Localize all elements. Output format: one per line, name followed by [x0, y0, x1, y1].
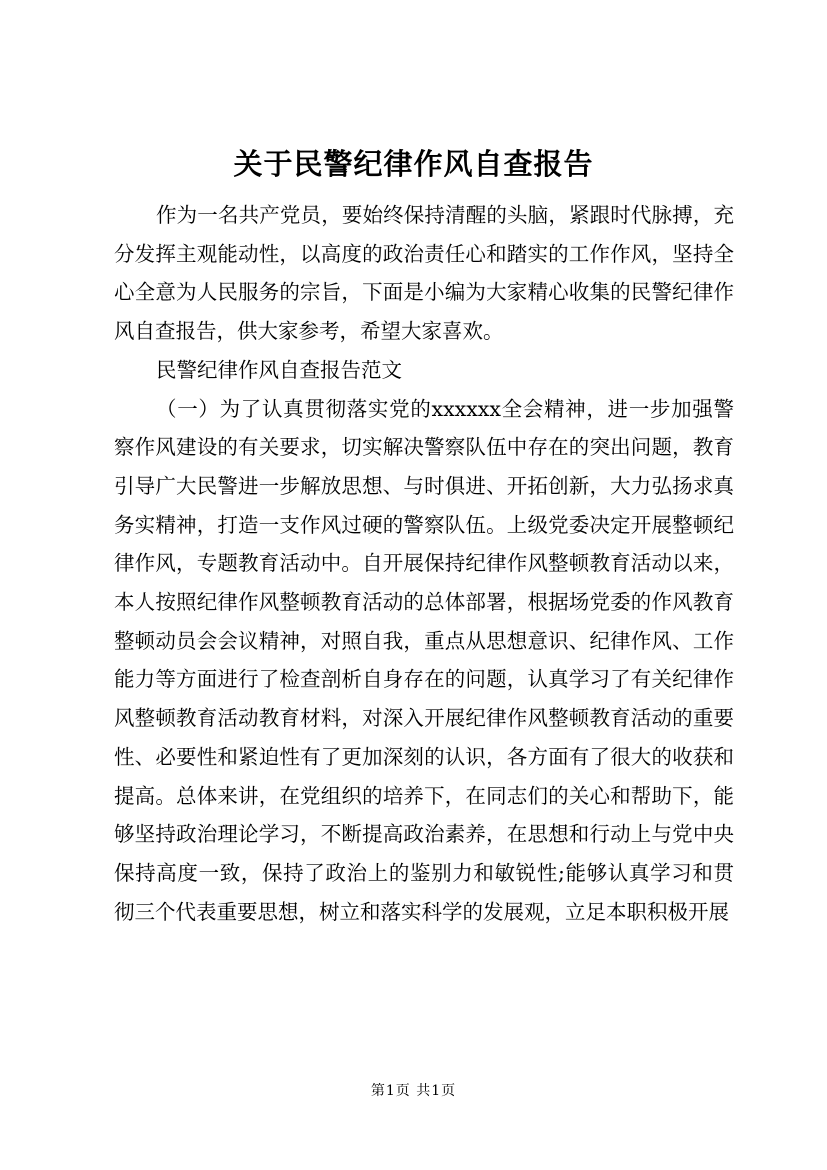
document-title: 关于民警纪律作风自查报告 — [233, 147, 594, 181]
section-paragraph: （一）为了认真贯彻落实党的xxxxxx全会精神，进一步加强警察作风建设的有关要求，切实解决警察队伍中存在的突出问题，教育引导广大民警进一步解放思想、与时俱进、开拓创新，大力弘扬求真务实精神，打造一支作风过硬的警察队伍。上级党委决定开展整顿纪律作风，专题教育活动中。自开展保持纪律作风整顿教育活动以来，本人按照纪律作风整顿教育活动的总体部署，根据场党委的作风教育整顿动员会会议精神，对照自我，重点从思想意识、纪律作风、工作能力等方面进行了检查剖析自身存在的问题，认真学习了有关纪律作风整顿教育活动教育材料，对深入开展纪律作风整顿教育活动的重要性、必要性和紧迫性有了更加深刻的认识，各方面有了很大的收获和提高。总体来讲，在党组织的培养下，在同志们的关心和帮助下，能够坚持政治理论学习，不断提高政治素养，在思想和行动上与党中央保持高度一致，保持了政治上的鉴别力和敏锐性;能够认真学习和贯彻三个代表重要思想，树立和落实科学的发展观，立足本职积极开展 — [114, 396, 734, 924]
intro-paragraph: 作为一名共产党员，要始终保持清醒的头脑，紧跟时代脉搏，充分发挥主观能动性，以高度的政治责任心和踏实的工作作风，坚持全心全意为人民服务的宗旨，下面是小编为大家精心收集的民警纪律作风自查报告，供大家参考，希望大家喜欢。 — [114, 203, 734, 344]
document-body — [114, 196, 734, 931]
page-footer: 第1页 共1页 — [370, 1083, 457, 1099]
section-title: 民警纪律作风自查报告范文 — [156, 357, 403, 382]
